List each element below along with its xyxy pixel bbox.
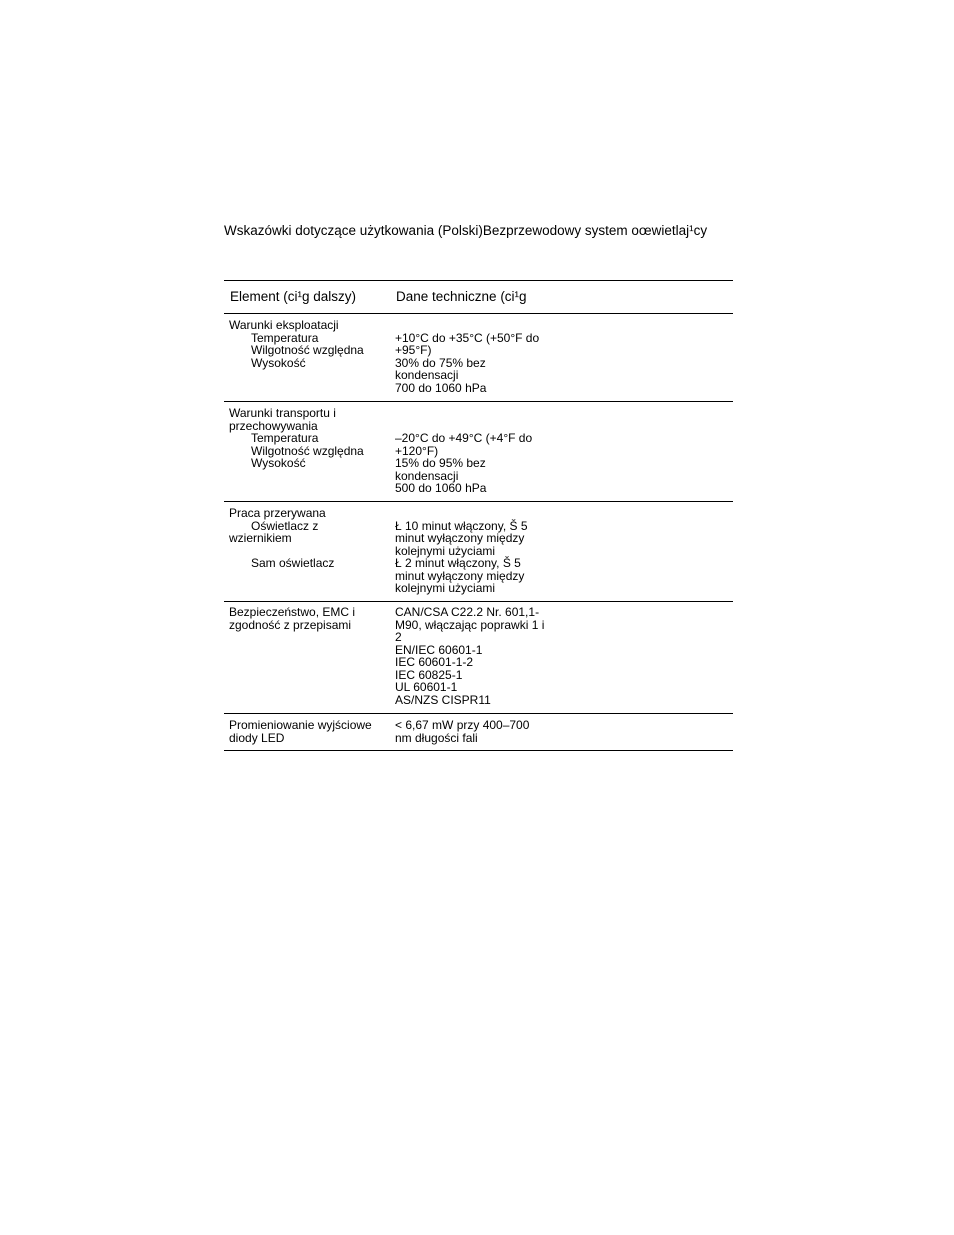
row-value: AS/NZS CISPR11 bbox=[395, 692, 491, 707]
row-label-cell bbox=[224, 606, 395, 713]
row-value: IEC 60825-1 bbox=[395, 667, 463, 682]
row-sublabel: Temperatura bbox=[251, 431, 319, 445]
row-value: kolejnymi użyciami bbox=[395, 581, 496, 595]
row-value bbox=[395, 319, 555, 332]
row-value: IEC 60601-1-2 bbox=[395, 655, 474, 669]
row-sublabel: Temperatura bbox=[251, 330, 319, 345]
row-value-cell bbox=[395, 507, 555, 601]
table-row-led-output bbox=[224, 714, 733, 751]
row-label-cell bbox=[224, 407, 395, 501]
row-value-cell bbox=[395, 407, 555, 501]
row-value: minut wyłączony między bbox=[395, 531, 525, 545]
row-value: minut wyłączony między bbox=[395, 568, 525, 583]
table-row-transport-storage bbox=[224, 402, 733, 502]
row-value: kondensacji bbox=[395, 468, 459, 483]
row-label: Praca przerywana bbox=[229, 506, 326, 520]
row-sublabel: Oświetlacz z bbox=[251, 518, 319, 533]
row-label-cell bbox=[224, 319, 395, 401]
row-sublabel: Wilgotność względna bbox=[251, 343, 364, 357]
column-header-specs: Dane techniczne (ci¹g bbox=[396, 289, 527, 304]
row-sublabel: Wilgotność względna bbox=[251, 443, 364, 458]
row-value: CAN/CSA C22.2 Nr. 601,1- bbox=[395, 605, 540, 619]
row-label: Bezpieczeństwo, EMC i bbox=[229, 605, 356, 619]
row-value: –20°C do +49°C (+4°F do bbox=[395, 431, 533, 445]
row-value: kondensacji bbox=[395, 368, 459, 382]
specifications-table bbox=[224, 280, 733, 751]
row-value: M90, włączając poprawki 1 i bbox=[395, 617, 545, 632]
row-value-cell bbox=[395, 319, 555, 401]
row-value: UL 60601-1 bbox=[395, 680, 458, 694]
row-value: 2 bbox=[395, 630, 402, 644]
row-sublabel: Sam oświetlacz bbox=[251, 556, 335, 570]
row-label: Promieniowanie wyjściowe bbox=[229, 718, 372, 732]
row-value: 15% do 95% bez bbox=[395, 456, 486, 470]
row-label: przechowywania bbox=[229, 418, 318, 433]
row-value: kolejnymi użyciami bbox=[395, 543, 496, 558]
page-header: Wskazówki dotyczące użytkowania (Polski)Bezprzewodowy system oœwietlaj¹cy bbox=[224, 223, 708, 238]
row-label: zgodność z przepisami bbox=[229, 617, 352, 632]
row-value: 30% do 75% bez bbox=[395, 355, 486, 370]
row-sublabel: wziernikiem bbox=[229, 531, 292, 545]
row-sublabel: Wysokość bbox=[251, 456, 306, 470]
table-header-row bbox=[224, 281, 733, 314]
row-value: +10°C do +35°C (+50°F do bbox=[395, 330, 540, 345]
row-value: 700 do 1060 hPa bbox=[395, 380, 487, 395]
row-value: EN/IEC 60601-1 bbox=[395, 642, 483, 657]
row-label: diody LED bbox=[229, 730, 285, 745]
row-value-cell bbox=[395, 719, 555, 750]
row-value: nm długości fali bbox=[395, 730, 478, 745]
row-label: Warunki eksploatacji bbox=[229, 318, 339, 332]
row-value: 500 do 1060 hPa bbox=[395, 481, 487, 495]
row-label: Warunki transportu i bbox=[229, 406, 336, 420]
row-value: Ł 10 minut włączony, Š 5 bbox=[395, 518, 528, 533]
column-header-element: Element (ci¹g dalszy) bbox=[230, 289, 357, 304]
row-value: Ł 2 minut włączony, Š 5 bbox=[395, 556, 521, 570]
row-value bbox=[395, 407, 555, 420]
table-row-intermittent-operation bbox=[224, 502, 733, 602]
row-value: +120°F) bbox=[395, 443, 439, 458]
row-value: +95°F) bbox=[395, 343, 432, 357]
row-value: < 6,67 mW przy 400–700 bbox=[395, 718, 530, 732]
row-value-cell bbox=[395, 606, 555, 713]
row-sublabel: Wysokość bbox=[251, 355, 306, 370]
table-row-safety-compliance bbox=[224, 602, 733, 714]
row-label-cell bbox=[224, 507, 395, 601]
row-label-cell bbox=[224, 719, 395, 750]
table-row-operating-conditions bbox=[224, 314, 733, 402]
row-value bbox=[395, 507, 555, 520]
